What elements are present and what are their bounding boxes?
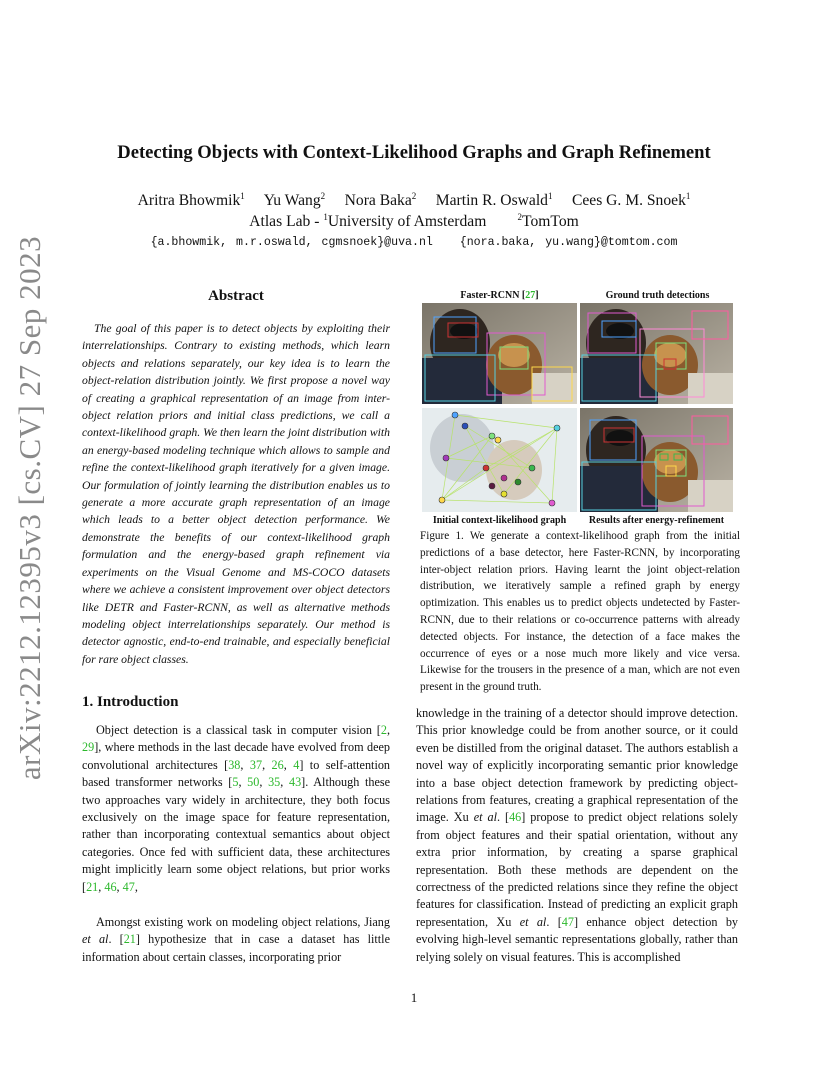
panel-context-graph (422, 408, 577, 512)
author-name: Aritra Bhowmik (137, 192, 241, 209)
email-uva[interactable]: {a.bhowmik, m.r.oswald, cgmsnoek}@uva.nl (150, 236, 433, 249)
author-name: Nora Baka (344, 192, 412, 209)
citation-link[interactable]: 21 (86, 879, 99, 894)
email-tomtom[interactable]: {nora.baka, yu.wang}@tomtom.com (459, 236, 678, 249)
citation-link[interactable]: 2 (380, 723, 387, 737)
arxiv-stamp: arXiv:2212.12395v3 [cs.CV] 27 Sep 2023 (12, 235, 47, 781)
citation-link[interactable]: 46 (509, 810, 522, 825)
author-affil-marker: 2 (411, 191, 417, 201)
intro-paragraph-2: Amongst existing work on modeling object relations, Jiang et al. [21] hypothesize that in case a dataset has little information about certain classes, incorporating prior (82, 915, 390, 964)
abstract-text: The goal of this paper is to detect objects by exploiting their interrelationships. Contrary to existing methods, which learn objects and relations separately, our key idea is to learn the object-relation distribution jointly. We first propose a novel way of creating a graphical representation of an image from inter-object relation priors and initial class predictions, we call a context-likelihood graph. We then learn the joint distribution with an energy-based modeling technique which allows to sample and refine the context-likelihood graph iteratively for a given image. Our formulation of jointly learning the distribution enables us to generate a more accurate graph representation of an image which leads to a better object detection performance. We demonstrate the benefits of our context-likelihood graph formulation and the energy-based graph refinement via experiments on the Visual Genome and MS-COCO datasets where we achieve a consistent improvement over object detectors like DETR and Faster-RCNN, as well as alternative methods modeling object interrelationships separately. Our method is detector agnostic, end-to-end trainable, and especially beneficial for rare object classes. (82, 322, 390, 666)
panel-faster-rcnn-image (422, 303, 577, 404)
citation-link[interactable]: 21 (123, 932, 136, 947)
author-emails (0, 236, 828, 249)
panel-refined-results-image (580, 408, 733, 512)
citation-link[interactable]: 35 (268, 775, 281, 790)
citation-link[interactable]: 27 (525, 290, 536, 301)
citation-link[interactable]: 37 (249, 757, 263, 772)
affil-company: TomTom (522, 213, 579, 230)
figure-label-faster-rcnn: Faster-RCNN [27] (460, 290, 539, 301)
author-affil-marker: 1 (547, 191, 553, 201)
page-number: 1 (410, 990, 418, 1005)
author-name: Cees G. M. Snoek (571, 192, 686, 209)
intro-heading: 1. Introduction (82, 694, 179, 710)
intro-paragraph-continued: knowledge in the training of a detector should improve detection. This prior knowledge could be from another source, or it could even be distilled from the original dataset. The authors establish a novel way of explicitly incorporating semantic prior knowledge into a base object detection framework by predicting object-relations from features, creating a graphical representation of the image. Xu et al. [46] propose to predict object relations solely from object features and their spatial orientation, without any extra prior information, by creating a sparse graphical representation. Both these methods are dependent on the correctness of the predicted relations since they refine the object features for classification. Instead of predicting an explicit graph representation, Xu et al. [47] enhance object detection by evolving high-level semantic representations globally, rather than relying solely on visual features. This is accomplished (416, 706, 739, 964)
affiliations (0, 213, 828, 231)
affil-marker: 1 (323, 212, 328, 222)
citation-link[interactable]: 50 (247, 775, 260, 790)
intro-paragraph-1: Object detection is a classical task in computer vision [2, 29], where methods in the last decade have evolved from deep convolutional architectures [38, 37, 26, 4] to self-attention based transformer networks [5, 50, 35, 43]. Although these two approaches vary widely in architecture, they both focus exclusively on the image space for feature representation, rather than incorporating contextual semantics about object categories. Once fed with sufficient data, these architectures might implicitly learn some object relations, but prior works [21, 46, 47, (82, 723, 391, 894)
author-affil-marker: 2 (320, 191, 326, 201)
figure-caption: Figure 1. We generate a context-likelihood graph from the initial predictions of a base detector, here Faster-RCNN, by incorporating inter-object relation priors. Having learnt the joint object-relation distribution, we iteratively sample a refined graph by energy optimization. This enables us to predict objects undetected by Faster-RCNN, due to their relations or co-occurrence patterns with already detected objects. For instance, the detection of a face makes the occurrence of eyes or a nose much more likely and vice versa. Likewise for the trousers in the presence of a man, which are not even present in the ground truth. (420, 530, 740, 694)
affil-lab: Atlas Lab - (249, 213, 324, 230)
figure-label-refined: Results after energy-refinement (588, 515, 725, 526)
citation-link[interactable]: 5 (232, 775, 239, 790)
citation-link[interactable]: 26 (271, 757, 284, 772)
author-name: Martin R. Oswald (435, 192, 548, 209)
paper-title: Detecting Objects with Context-Likelihood Graphs and Graph Refinement (117, 142, 711, 163)
figure-label-ground-truth: Ground truth detections (605, 290, 710, 301)
affil-marker: 2 (517, 212, 523, 222)
author-list (0, 192, 828, 210)
figure-label-context-graph: Initial context-likelihood graph (432, 515, 567, 526)
citation-link[interactable]: 47 (561, 914, 574, 929)
citation-link[interactable]: 43 (288, 775, 302, 790)
citation-link[interactable]: 38 (228, 757, 241, 772)
author-affil-marker: 1 (685, 191, 691, 201)
citation-link[interactable]: 4 (293, 757, 300, 772)
citation-link[interactable]: 47 (122, 879, 135, 894)
citation-link[interactable]: 46 (104, 879, 117, 894)
author-name: Yu Wang (263, 192, 321, 209)
author-affil-marker: 1 (240, 191, 245, 201)
panel-ground-truth-image (580, 303, 733, 404)
affil-university: University of Amsterdam (327, 213, 487, 230)
abstract-heading: Abstract (208, 288, 264, 304)
citation-link[interactable]: 29 (82, 740, 95, 755)
